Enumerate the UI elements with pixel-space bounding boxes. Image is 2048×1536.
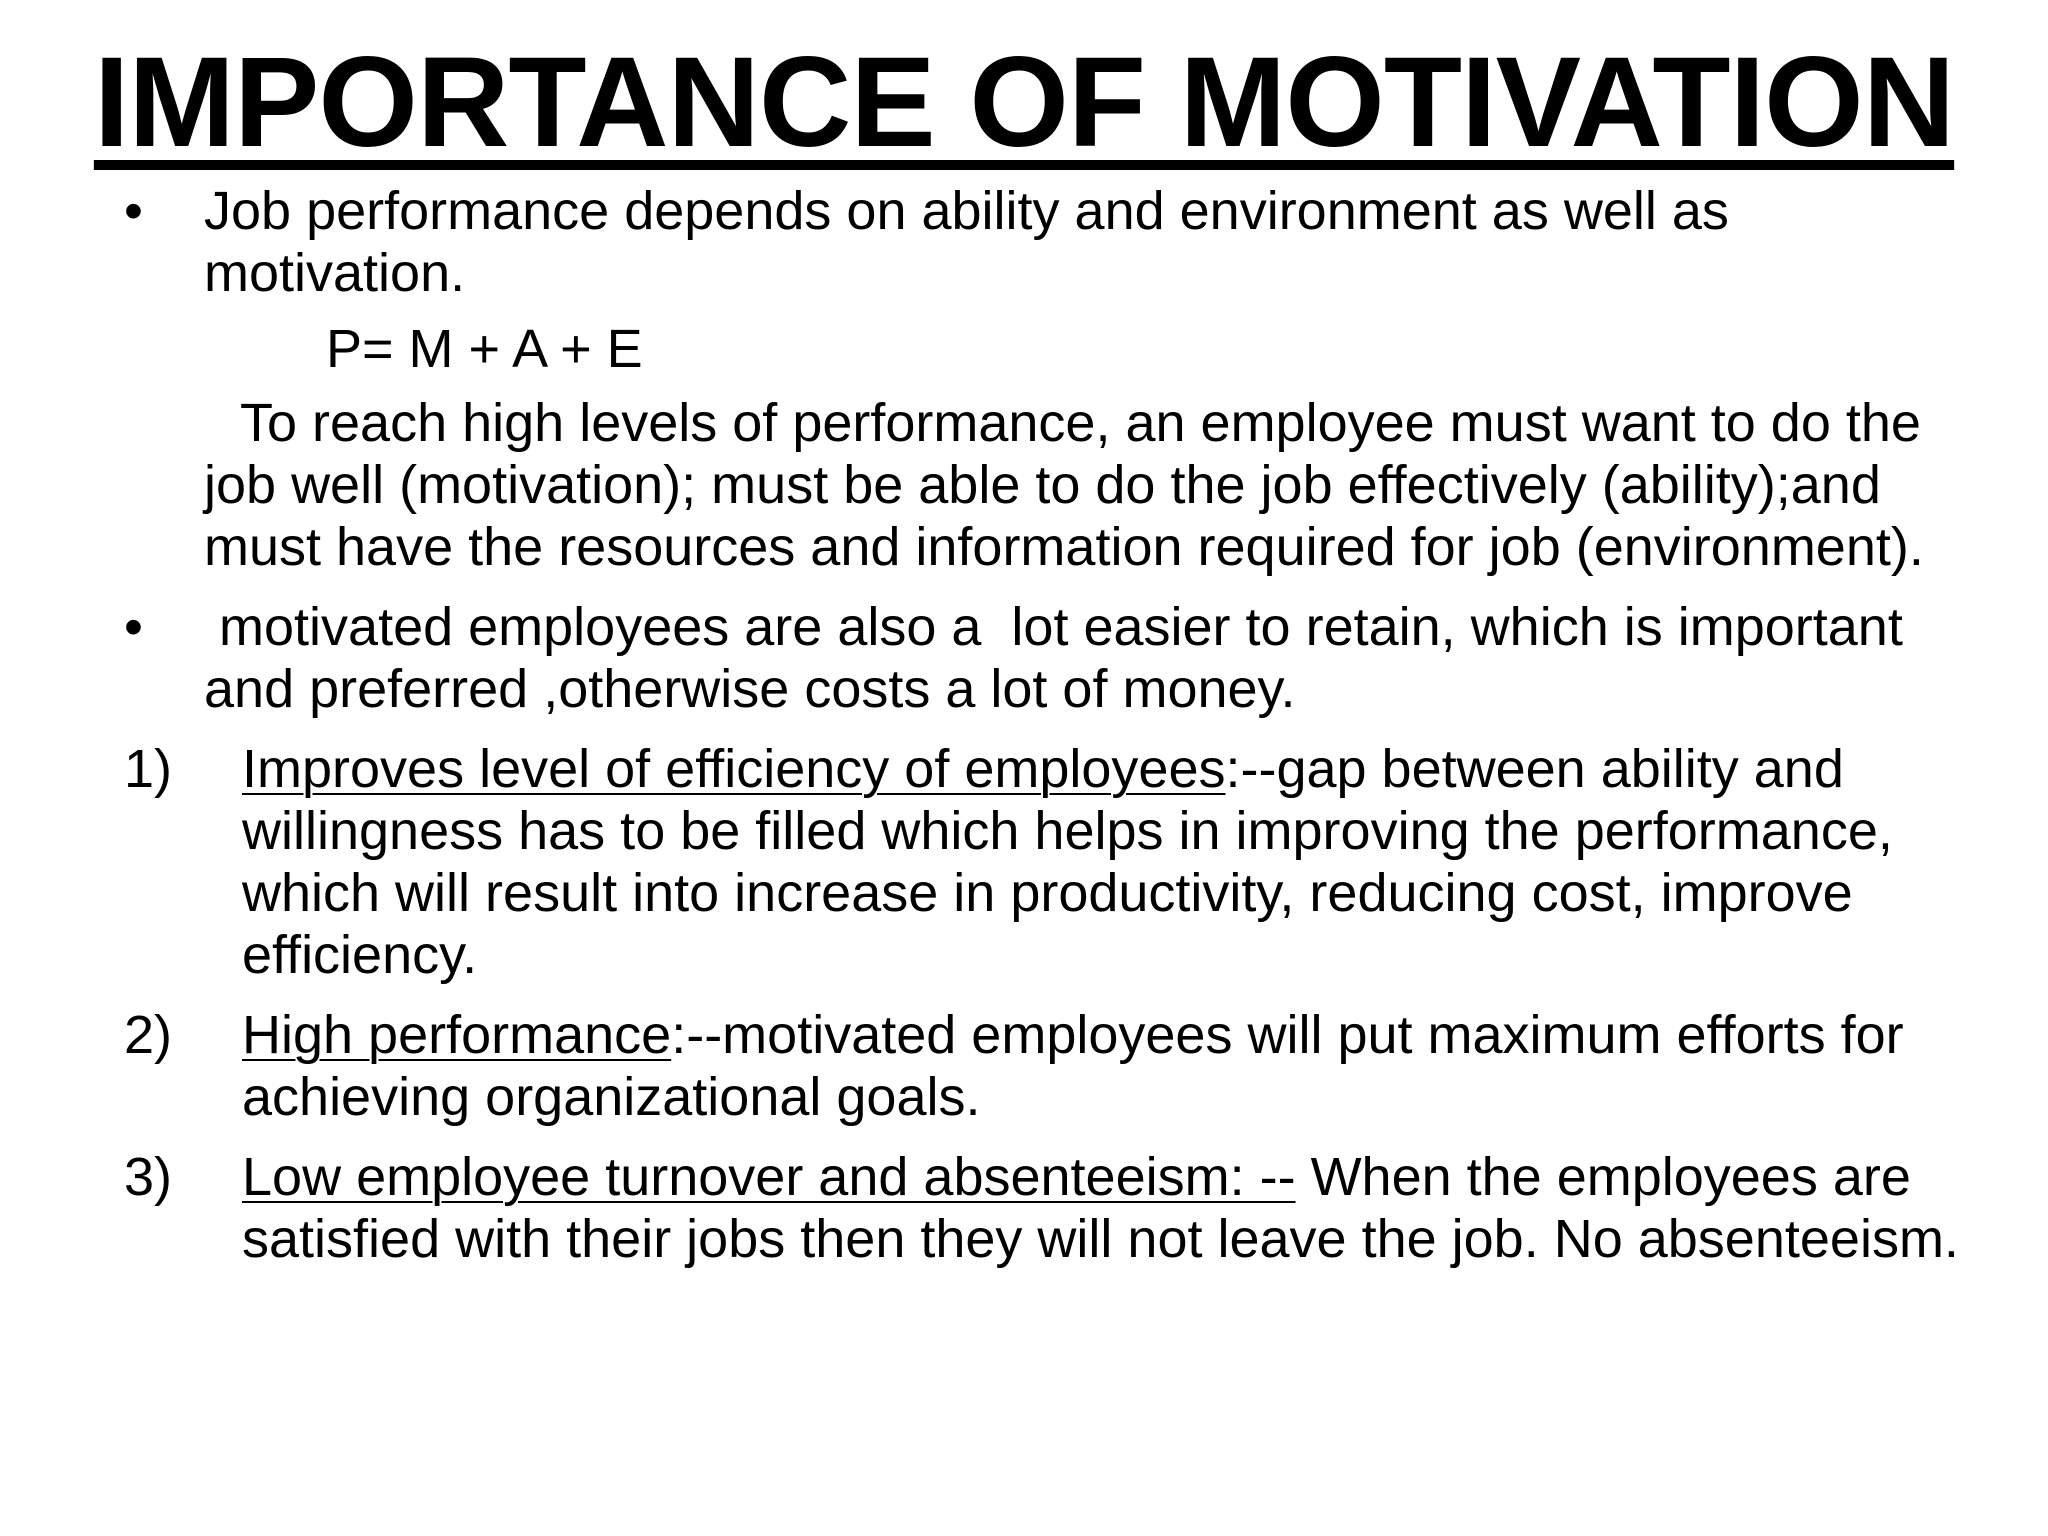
slide-title [0,28,2048,178]
point-body: :--gap between ability and willingness has to be filled which helps in improving the performance, which will result into increase in productivity, reducing cost, improve efficiency. [242,739,1893,985]
point-number: 2) [124,1005,173,1065]
point-heading: High performance [242,1005,672,1065]
point-number: 3) [124,1147,173,1207]
bullet-icon: • [124,181,143,241]
point-body: When the employees are satisfied with their jobs then they will not leave the job. No absenteeism. [242,1147,1959,1269]
point-number: 1) [124,739,173,799]
numbered-point [120,1146,1980,1270]
slide-body [120,180,1980,1270]
bullet-text: motivated employees are also a lot easier to retain, which is important and preferred ,otherwise costs a lot of money. [204,597,1918,719]
bullet-text: Job performance depends on ability and environment as well as motivation. [204,181,1729,303]
slide-title-text: IMPORTANCE OF MOTIVATION [93,31,1955,174]
point-heading: Low employee turnover and absenteeism: -- [242,1147,1296,1207]
formula: P= M + A + E [326,319,643,379]
performance-paragraph: To reach high levels of performance, an employee must want to do the job well (motivation); must be able to do the job effectively (ability);and must have the resources and information required for job (environment). [204,393,1924,577]
point-body: :--motivated employees will put maximum efforts for achieving organizational goals. [242,1005,1904,1127]
point-heading: Improves level of efficiency of employees [242,739,1226,799]
bullet-item [120,596,1980,720]
numbered-point [120,1004,1980,1128]
numbered-point [120,738,1980,986]
bullet-icon: • [124,597,143,657]
bullet-item [120,180,1980,304]
